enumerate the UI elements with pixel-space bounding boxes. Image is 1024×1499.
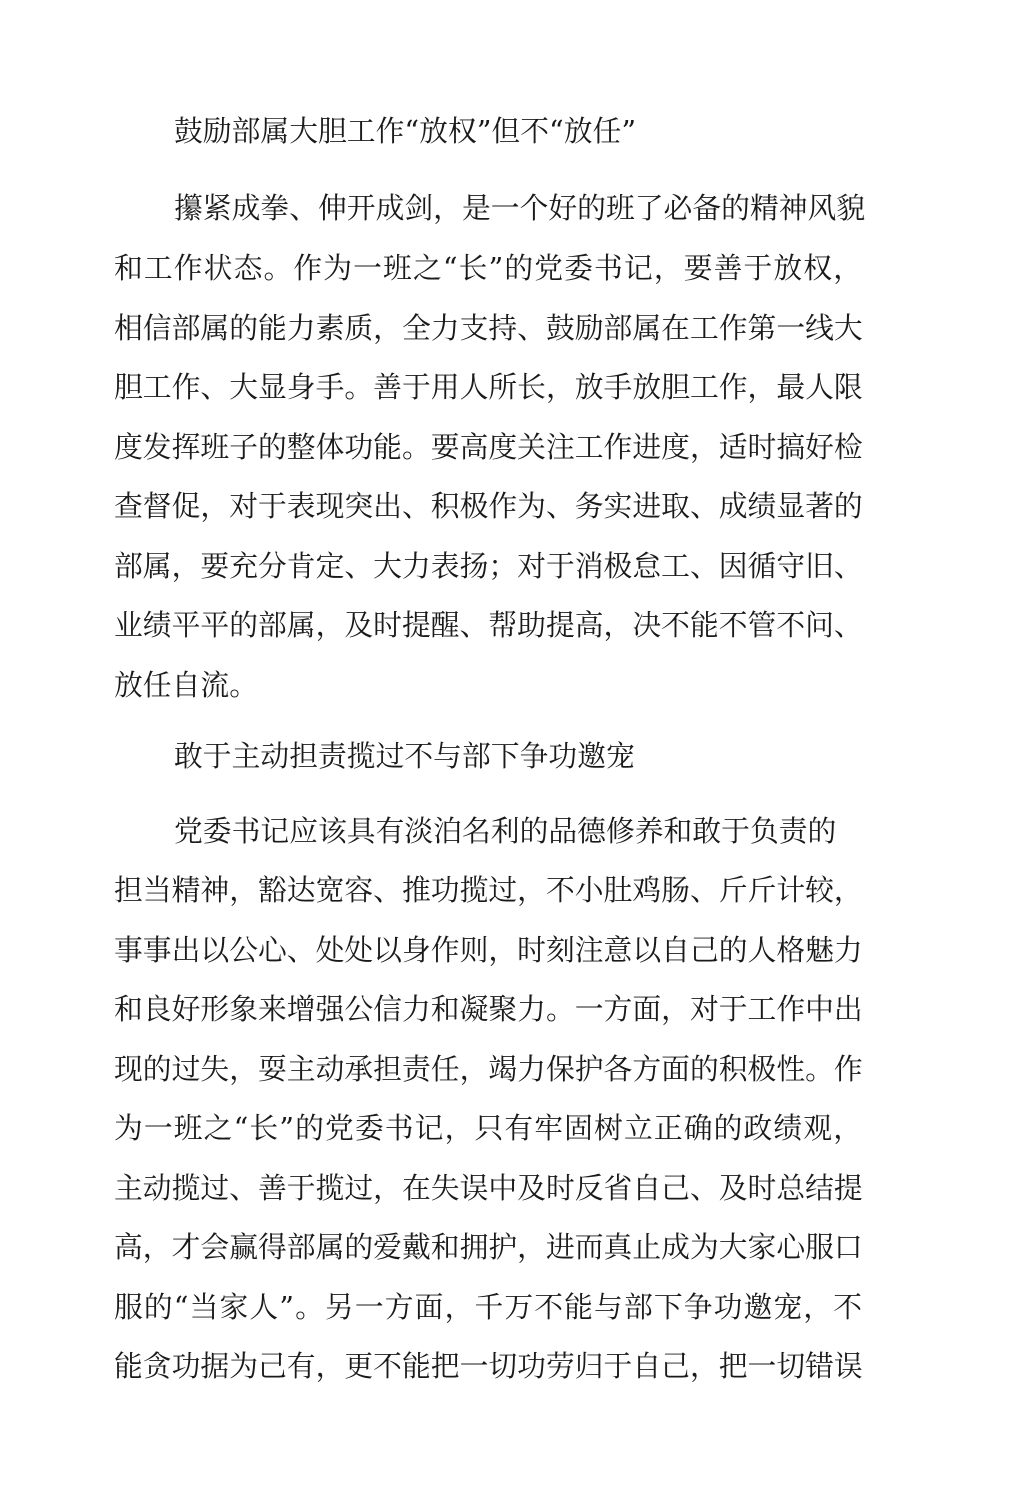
- paragraph-line: 能贪功据为己有，更不能把一切功劳归于自己，把一切错误: [114, 1349, 863, 1383]
- paragraph-line: 和良好形象来增强公信力和凝聚力。一方面，对于工作中出: [114, 992, 863, 1026]
- paragraph-line: 事事出以公心、处处以身作则，时刻注意以自己的人格魅力: [114, 933, 863, 967]
- paragraph-line: 放任自流。: [114, 668, 258, 702]
- paragraph-line: 担当精神，豁达宽容、推功揽过，不小肚鸡肠、斤斤计较，: [114, 873, 863, 907]
- paragraph-line: 相信部属的能力素质，全力支持、鼓励部属在工作第一线大: [114, 311, 863, 345]
- paragraph-line: 服的“当家人”。另一方面，千万不能与部下争功邀宠，不: [114, 1290, 862, 1324]
- paragraph-line: 高，才会赢得部属的爱戴和拥护，进而真止成为大家心服口: [114, 1230, 863, 1264]
- paragraph-line: 党委书记应该具有淡泊名利的品德修养和敢于负责的: [174, 814, 837, 848]
- section-heading: 鼓励部属大胆工作“放权”但不“放任”: [174, 114, 637, 148]
- paragraph-line: 和工作状态。作为一班之“长”的党委书记，要善于放权，: [114, 251, 862, 285]
- paragraph-line: 现的过失，耍主动承担责任，竭力保护各方面的积极性。作: [114, 1052, 863, 1086]
- paragraph-line: 胆工作、大显身手。善于用人所长，放手放胆工作，最人限: [114, 370, 863, 404]
- paragraph-line: 主动揽过、善于揽过，在失误中及时反省自己、及时总结提: [114, 1171, 863, 1205]
- paragraph-line: 业绩平平的部属，及时提醒、帮助提高，决不能不管不问、: [114, 608, 863, 642]
- paragraph-line: 部属，要充分肯定、大力表扬；对于消极怠工、因循守旧、: [114, 549, 863, 583]
- paragraph-line: 为一班之“长”的党委书记，只有牢固树立正确的政绩观，: [114, 1111, 862, 1145]
- paragraph-line: 度发挥班子的整体功能。要高度关注工作进度，适时搞好检: [114, 430, 863, 464]
- paragraph-line: 攥紧成拳、伸开成剑，是一个好的班了必备的精神风貌: [174, 191, 866, 225]
- paragraph-line: 查督促，对于表现突出、积极作为、务实进取、成绩显著的: [114, 489, 863, 523]
- section-heading: 敢于主动担责揽过不与部下争功邀宠: [174, 739, 635, 773]
